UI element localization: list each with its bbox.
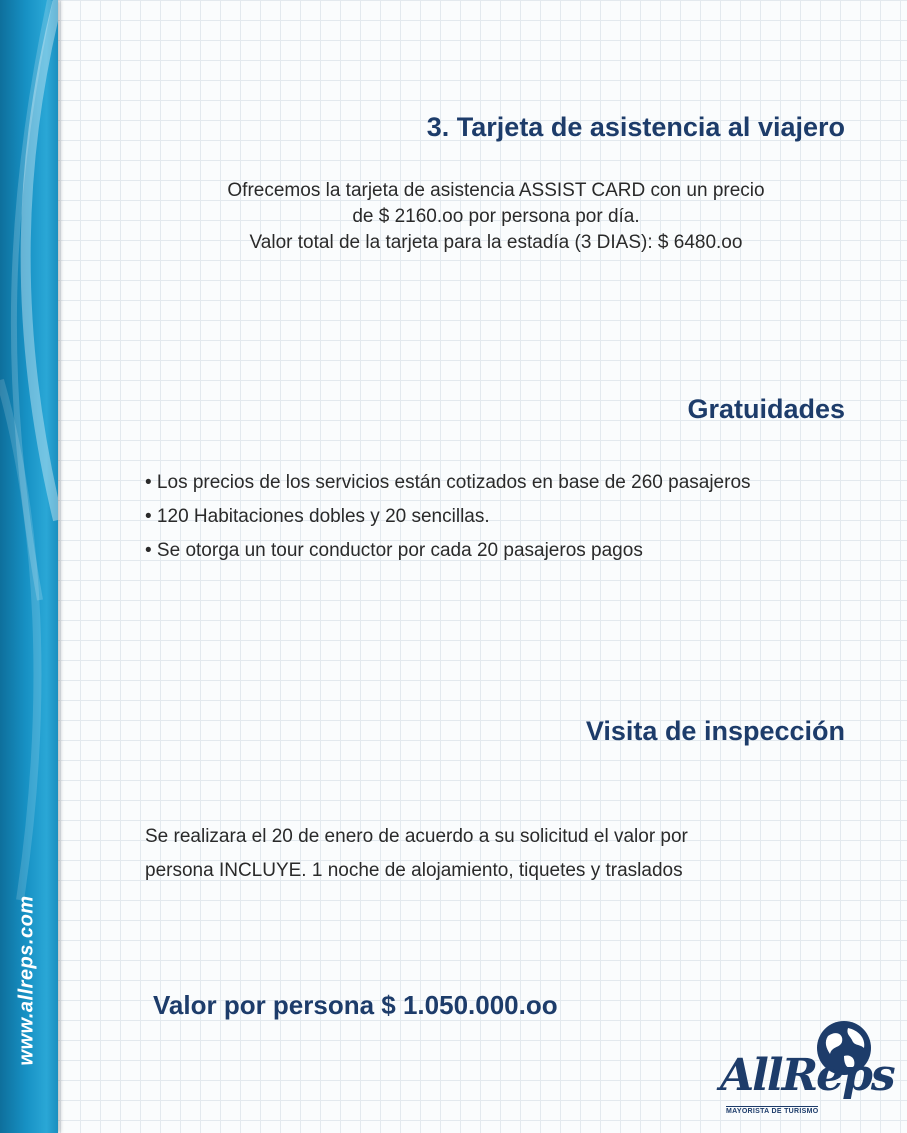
assist-card-line-3: Valor total de la tarjeta para la estadía (3 DIAS): $ 6480.oo	[249, 232, 743, 253]
gratuity-item-2: • 120 Habitaciones dobles y 20 sencillas.	[145, 506, 490, 527]
inspection-visit-line-1: Se realizara el 20 de enero de acuerdo a su solicitud el valor por	[145, 826, 688, 847]
allreps-logo	[718, 1018, 894, 1123]
inspection-visit-line-2: persona INCLUYE. 1 noche de alojamiento, tiquetes y traslados	[145, 860, 683, 881]
price-per-person: Valor por persona $ 1.050.000.oo	[153, 990, 558, 1020]
assist-card-line-2: de $ 2160.oo por persona por día.	[352, 206, 640, 227]
assist-card-line-1: Ofrecemos la tarjeta de asistencia ASSIST CARD con un precio	[227, 180, 765, 201]
gratuities-list	[145, 466, 850, 568]
logo-brand-text: AllReps	[720, 1050, 894, 1101]
logo-tagline: MAYORISTA DE TURISMO	[726, 1108, 819, 1115]
assist-card-title: 3. Tarjeta de asistencia al viajero	[426, 112, 845, 142]
assist-card-description	[140, 178, 852, 256]
website-url-text: www.allreps.com	[15, 894, 38, 1066]
gratuity-item-3: • Se otorga un tour conductor por cada 20 pasajeros pagos	[145, 540, 643, 561]
inspection-visit-title: Visita de inspección	[585, 716, 845, 746]
gratuity-item-1: • Los precios de los servicios están cotizados en base de 260 pasajeros	[145, 472, 751, 493]
inspection-visit-description	[145, 820, 850, 888]
gratuities-title: Gratuidades	[687, 394, 845, 424]
